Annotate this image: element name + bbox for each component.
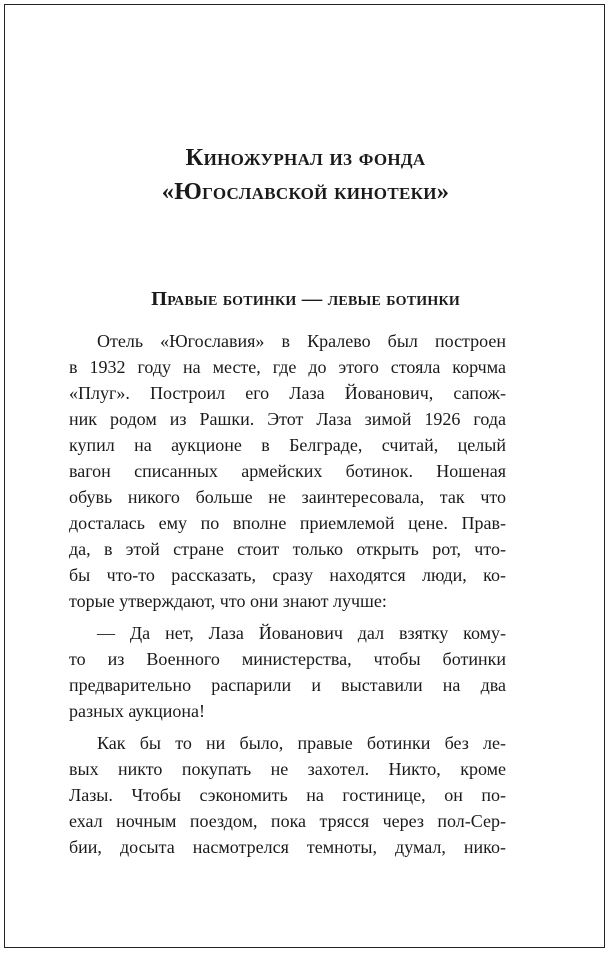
paragraph-line: Лазы. Чтобы сэкономить на гостинице, он по- xyxy=(69,785,506,805)
paragraph-line: Как бы то ни было, правые ботинки без ле- xyxy=(97,733,506,753)
chapter-title-line-1: Киножурнал из фонда xyxy=(185,144,426,171)
paragraph-line: торые утверждают, что они знают лучше: xyxy=(69,591,387,611)
paragraph-line: в 1932 году на месте, где до этого стояла корчма xyxy=(69,357,506,377)
paragraph-line: предварительно распарили и выставили на два xyxy=(69,675,506,695)
paragraph-line: досталась ему по вполне приемлемой цене. Прав- xyxy=(69,513,506,533)
paragraph-line: бии, досыта насмотрелся темноты, думал, нико- xyxy=(69,837,506,857)
chapter-title-line-2: «Югославской кинотеки» xyxy=(161,178,450,205)
paragraph-line: вагон списанных армейских ботинок. Ношеная xyxy=(69,461,506,481)
paragraph-line: ник родом из Рашки. Этот Лаза зимой 1926 года xyxy=(69,409,506,429)
paragraph-line: ехал ночным поездом, пока трясся через пол-Сер- xyxy=(69,811,506,831)
paragraph-line: то из Военного министерства, чтобы ботинки xyxy=(69,649,506,669)
paragraph-line: купил на аукционе в Белграде, считай, целый xyxy=(69,435,506,455)
paragraph-line: «Плуг». Построил его Лаза Йованович, сапож- xyxy=(69,383,506,403)
paragraph-line: вых никто покупать не захотел. Никто, кроме xyxy=(69,759,506,779)
paragraph-line: — Да нет, Лаза Йованович дал взятку кому- xyxy=(97,623,506,643)
section-title: Правые ботинки — левые ботинки xyxy=(151,288,460,310)
paragraph-line: Отель «Югославия» в Кралево был построен xyxy=(97,331,506,351)
paragraph-line: да, в этой стране стоит только открыть рот, что- xyxy=(69,539,506,559)
paragraph-line: разных аукциона! xyxy=(69,701,206,721)
paragraph-line: обувь никого больше не заинтересовала, так что xyxy=(69,487,506,507)
paragraph-line: бы что-то рассказать, сразу находятся люди, ко- xyxy=(69,565,506,585)
